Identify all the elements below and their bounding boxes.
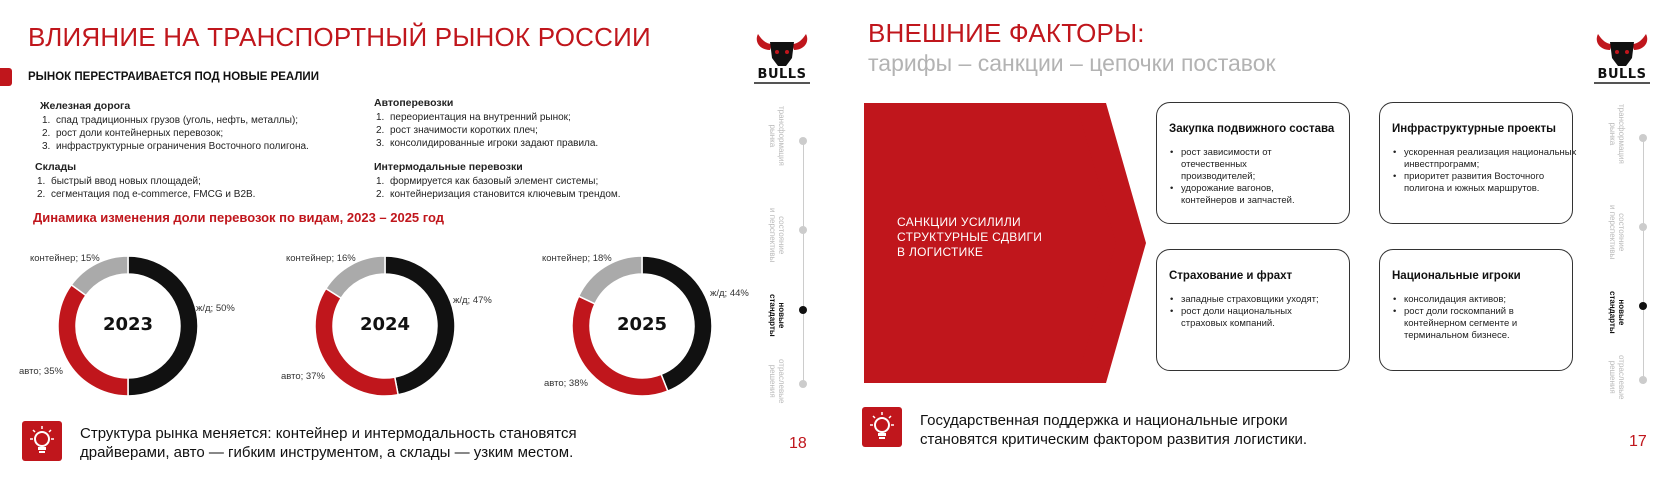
slide-external-factors xyxy=(840,0,1680,477)
nav-label-new-standards[interactable]: новые стандарты xyxy=(768,294,786,337)
list-item: 1. формируется как базовый элемент системы; xyxy=(376,176,599,187)
nav-dot-state-prospects[interactable] xyxy=(1639,223,1647,231)
block-heading: Автоперевозки xyxy=(374,97,454,109)
donut-label-auto: авто; 38% xyxy=(544,378,588,389)
donut-year-label: 2024 xyxy=(359,314,411,335)
section-marker xyxy=(0,68,12,86)
block-railway xyxy=(40,100,309,153)
nav-track xyxy=(1643,141,1644,384)
list-item: 2. рост доли контейнерных перевозок; xyxy=(42,128,224,139)
list-item: 2. рост значимости коротких плеч; xyxy=(376,125,538,136)
list-item: • приоритет развития Восточного полигона и южных маршрутов. xyxy=(1392,171,1580,195)
nav-label-market-transformation[interactable]: трансформация рынка xyxy=(768,106,786,166)
donut-label-container: контейнер; 18% xyxy=(542,253,612,264)
nav-dot-market-transformation[interactable] xyxy=(1639,134,1647,142)
card-national-players xyxy=(1379,249,1573,371)
donut-label-auto: авто; 35% xyxy=(19,366,63,377)
block-intermodal xyxy=(374,161,621,201)
nav-track xyxy=(803,141,804,384)
donut-year-label: 2025 xyxy=(616,314,668,335)
logo-brand-text: BULLS xyxy=(757,67,807,82)
page-number: 18 xyxy=(789,435,807,452)
list-item: • рост зависимости от отечественных производителей; xyxy=(1169,147,1321,183)
donut-segment-auto xyxy=(58,285,128,396)
donut-label-container: контейнер; 16% xyxy=(286,253,356,264)
nav-dot-new-standards[interactable] xyxy=(799,306,807,314)
donut-label-rail: ж/д; 44% xyxy=(710,288,749,299)
card-title: Национальные игроки xyxy=(1392,270,1521,282)
nav-dot-state-prospects[interactable] xyxy=(799,226,807,234)
logo-tagline-line xyxy=(754,82,810,84)
bulls-logo xyxy=(752,30,812,86)
nav-label-industry-solutions[interactable]: отраслевые решения xyxy=(768,359,786,404)
logo-tagline-line xyxy=(1594,82,1650,84)
list-item: • рост доли национальных страховых компаний. xyxy=(1169,306,1321,330)
donut-label-rail: ж/д; 47% xyxy=(453,295,492,306)
donut-label-auto: авто; 37% xyxy=(281,371,325,382)
list-item: 2. сегментация под e-commerce, FMCG и B2B. xyxy=(37,189,256,200)
list-item: 1. быстрый ввод новых площадей; xyxy=(37,176,201,187)
bottom-conclusion: Структура рынка меняется: контейнер и интермодальность становятся драйверами, авто — гибким инструментом, а склады — узким местом. xyxy=(80,425,577,461)
card-rolling-stock xyxy=(1156,102,1350,224)
block-heading: Железная дорога xyxy=(40,100,131,112)
bull-head-icon xyxy=(752,30,812,68)
lightbulb-icon xyxy=(862,407,902,447)
list-item: • удорожание вагонов, контейнеров и запчастей. xyxy=(1169,183,1321,207)
bulls-logo xyxy=(1592,30,1652,86)
block-heading: Склады xyxy=(35,161,77,173)
dynamics-title: Динамика изменения доли перевозок по видам, 2023 – 2025 год xyxy=(33,210,445,225)
list-item: • рост доли госкомпаний в контейнерном сегменте и терминальном бизнесе. xyxy=(1392,306,1574,342)
slide-subtitle: тарифы – санкции – цепочки поставок xyxy=(868,50,1276,76)
list-item: 2. контейнеризация становится ключевым трендом. xyxy=(376,189,621,200)
list-item: 1. переориентация на внутренний рынок; xyxy=(376,112,571,123)
donut-year-label: 2023 xyxy=(102,314,154,335)
block-warehouses xyxy=(35,161,255,201)
block-auto xyxy=(374,97,598,150)
sanctions-statement: САНКЦИИ УСИЛИЛИ СТРУКТУРНЫЕ СДВИГИ В ЛОГИСТИКЕ xyxy=(897,215,1043,259)
section-heading: РЫНОК ПЕРЕСТРАИВАЕТСЯ ПОД НОВЫЕ РЕАЛИИ xyxy=(28,71,319,83)
card-infrastructure xyxy=(1379,102,1577,224)
nav-dot-industry-solutions[interactable] xyxy=(1639,376,1647,384)
donut-segment-auto xyxy=(315,288,398,396)
nav-label-state-prospects[interactable]: состояние и перспективы xyxy=(768,208,786,263)
block-heading: Интермодальные перевозки xyxy=(374,161,523,173)
card-insurance-freight xyxy=(1156,249,1350,371)
nav-dot-new-standards[interactable] xyxy=(1639,302,1647,310)
bull-head-icon xyxy=(1592,30,1652,68)
nav-label-industry-solutions[interactable]: отраслевые решения xyxy=(1608,355,1626,400)
card-title: Закупка подвижного состава xyxy=(1169,123,1335,135)
donut-label-rail: ж/д; 50% xyxy=(196,303,235,314)
card-title: Инфраструктурные проекты xyxy=(1392,123,1556,135)
list-item: 3. инфраструктурные ограничения Восточного полигона. xyxy=(42,141,309,152)
page-number: 17 xyxy=(1629,433,1647,450)
nav-label-state-prospects[interactable]: состояние и перспективы xyxy=(1608,205,1626,260)
list-item: • ускоренная реализация национальных инвестпрограмм; xyxy=(1392,147,1580,171)
slide-title: ВНЕШНИЕ ФАКТОРЫ: xyxy=(868,18,1145,48)
list-item: 1. спад традиционных грузов (уголь, нефть, металлы); xyxy=(42,115,299,126)
card-title: Страхование и фрахт xyxy=(1169,270,1293,282)
lightbulb-icon xyxy=(22,421,62,461)
list-item: • западные страховщики уходят; xyxy=(1169,294,1357,306)
list-item: • консолидация активов; xyxy=(1392,294,1574,306)
nav-dot-market-transformation[interactable] xyxy=(799,137,807,145)
bottom-conclusion: Государственная поддержка и национальные игроки становятся критическим фактором развития логистики. xyxy=(920,412,1308,448)
logo-brand-text: BULLS xyxy=(1597,67,1647,82)
slide-title: ВЛИЯНИЕ НА ТРАНСПОРТНЫЙ РЫНОК РОССИИ xyxy=(28,22,651,52)
donut-label-container: контейнер; 15% xyxy=(30,253,100,264)
nav-dot-industry-solutions[interactable] xyxy=(799,380,807,388)
list-item: 3. консолидированные игроки задают правила. xyxy=(376,138,599,149)
nav-label-new-standards[interactable]: новые стандарты xyxy=(1608,291,1626,334)
nav-label-market-transformation[interactable]: трансформация рынка xyxy=(1608,104,1626,164)
